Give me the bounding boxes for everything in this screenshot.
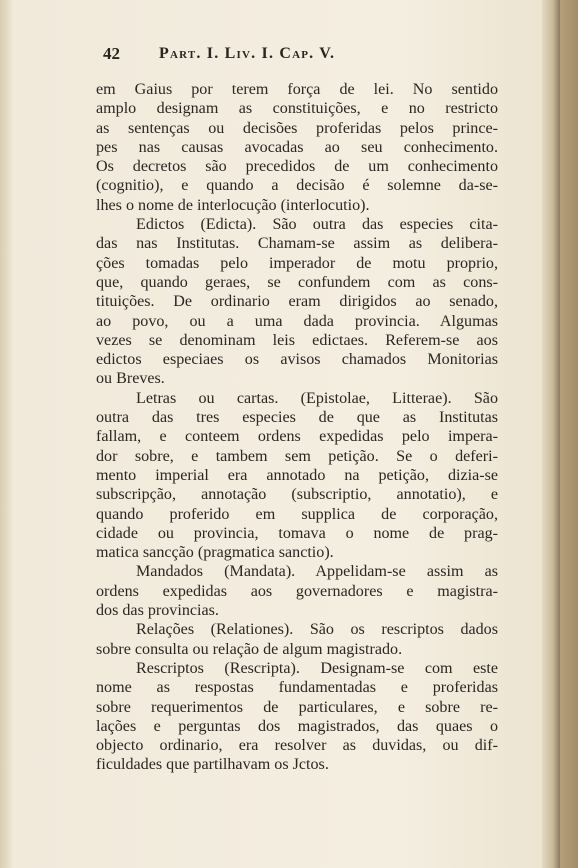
text-line: lações e perguntas dos magistrados, das quaes o [96, 717, 498, 735]
text-line: lhes o nome de interlocução (interlocutio). [96, 196, 370, 214]
body-text [96, 80, 498, 775]
text-line: (cognitio), e quando a decisão é solemne da-se- [96, 177, 498, 195]
text-line: cidade ou provincia, tomava o nome de prag- [96, 524, 498, 542]
page-gutter [542, 0, 560, 868]
text-line: fallam, e conteem ordens expedidas pelo impera- [96, 428, 498, 446]
right-page-edge [560, 0, 578, 868]
text-line: objecto ordinario, era resolver as duvidas, ou dif- [96, 737, 498, 755]
text-line: ções tomadas pelo imperador de motu proprio, [96, 254, 498, 272]
text-line: das nas Institutas. Chamam-se assim as delibera- [96, 235, 498, 253]
text-line: Relações (Relationes). São os rescriptos dados [136, 621, 498, 639]
text-line: Os decretos são precedidos de um conhecimento [96, 158, 498, 176]
text-line: sobre requerimentos de particulares, e sobre re- [96, 698, 498, 716]
text-line: dor sobre, e tambem sem petição. Se o deferi- [96, 447, 498, 465]
running-head: Part. I. Liv. I. Cap. V. [159, 45, 336, 62]
text-line: ou Breves. [96, 370, 165, 388]
text-line: ao povo, ou a uma dada provincia. Algumas [96, 312, 498, 330]
text-line: Mandados (Mandata). Appelidam-se assim as [136, 563, 498, 581]
text-line: sobre consulta ou relação de algum magistrado. [96, 640, 403, 658]
text-line: Letras ou cartas. (Epistolae, Litterae). São [136, 389, 498, 407]
text-line: edictos especiaes os avisos chamados Monitorias [96, 351, 498, 369]
text-line: matica sancção (pragmatica sanctio). [96, 544, 334, 562]
text-line: Rescriptos (Rescripta). Designam-se com este [136, 659, 498, 677]
text-line: outra das tres especies de que as Institutas [96, 409, 498, 427]
text-line: amplo designam as constituições, e no restricto [96, 100, 498, 118]
text-line: tituições. De ordinario eram dirigidos ao senado, [96, 293, 498, 311]
text-line: Edictos (Edicta). São outra das especies cita- [136, 216, 498, 234]
text-line: ficuldades que partilhavam os Jctos. [96, 756, 329, 774]
page-header [103, 44, 483, 70]
text-line: em Gaius por terem força de lei. No sentido [96, 81, 498, 98]
text-line: mento imperial era annotado na petição, dizia-se [96, 466, 498, 484]
text-line: subscripção, annotação (subscriptio, annotatio), e [96, 486, 498, 504]
text-line: nome as respostas fundamentadas e proferidas [96, 679, 498, 697]
text-line: quando proferido em supplica de corporação, [96, 505, 498, 523]
text-line: pes nas causas avocadas ao seu conhecimento. [96, 138, 498, 156]
text-line: dos das provincias. [96, 602, 219, 620]
text-line: que, quando geraes, se confundem com as cons- [96, 273, 498, 291]
page-number: 42 [103, 44, 120, 63]
text-line: vezes se denominam leis edictaes. Referem-se aos [96, 331, 498, 349]
text-line: as sentenças ou decisões proferidas pelos prince- [96, 119, 498, 137]
text-line: ordens expedidas aos governadores e magistra- [96, 582, 498, 600]
